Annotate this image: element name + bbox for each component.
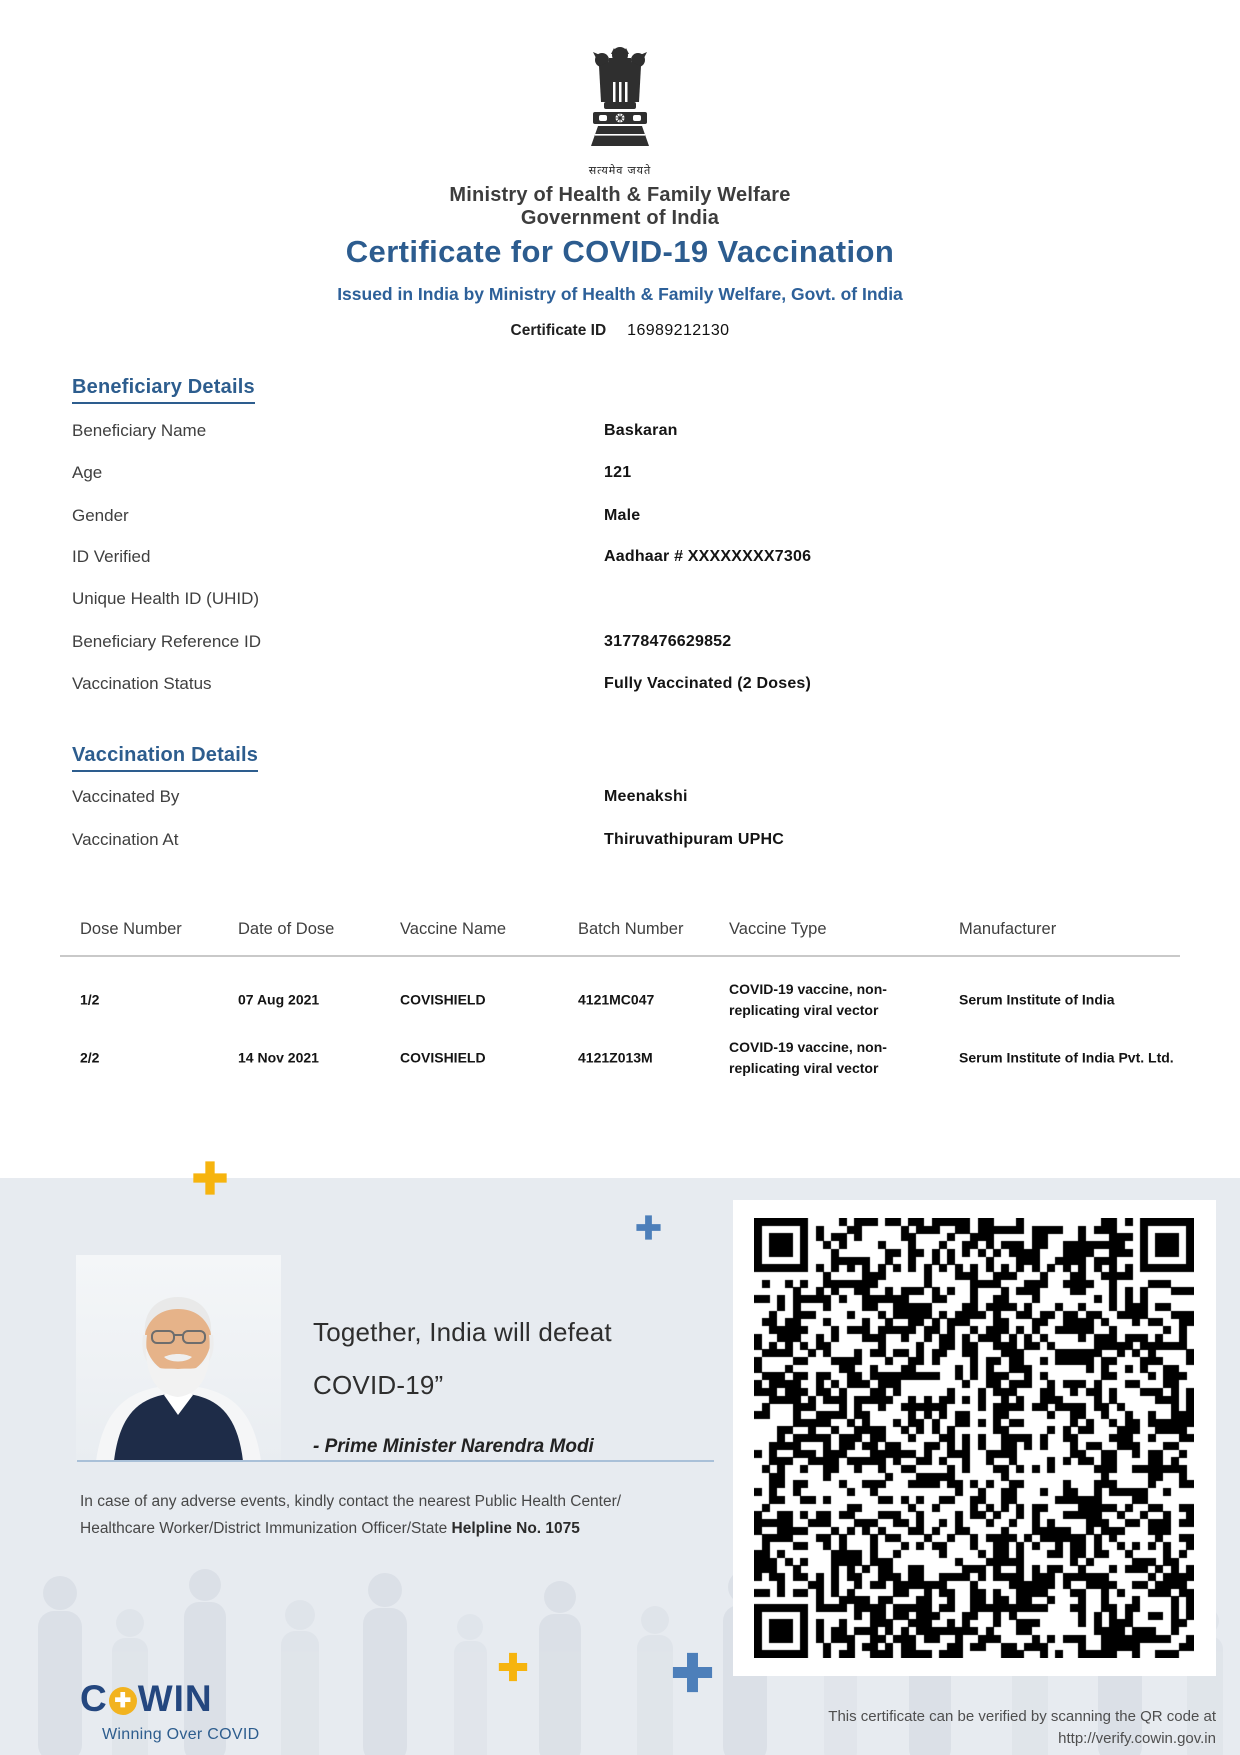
plus-decoration-icon: [190, 1158, 230, 1198]
beneficiary-details-heading: Beneficiary Details: [72, 376, 255, 404]
field-label: Gender: [72, 506, 129, 525]
government-name: Government of India: [520, 207, 720, 229]
field-label: Vaccination Status: [72, 674, 212, 693]
field-value: Meenakshi: [604, 788, 688, 805]
plus-decoration-icon: [496, 1650, 530, 1684]
field-value: Fully Vaccinated (2 Doses): [604, 675, 812, 692]
vaccine-type-cell: COVID-19 vaccine, non-replicating viral vector: [729, 1039, 887, 1076]
field-value: Baskaran: [604, 422, 678, 439]
cowin-tagline: Winning Over COVID: [102, 1726, 260, 1743]
emblem-motto: सत्यमेव जयते: [588, 165, 652, 177]
certificate-id-label: Certificate ID: [510, 322, 607, 339]
adverse-events-advisory: In case of any adverse events, kindly contact the nearest Public Health Center/ Healthcare Worker/District Immunization Officer/State Helpline No. 1075: [80, 1493, 622, 1537]
field-label: Beneficiary Reference ID: [72, 632, 261, 651]
field-label: Vaccinated By: [72, 787, 180, 806]
verification-note: This certificate can be verified by scanning the QR code at http://verify.cowin.gov.in: [716, 1706, 1216, 1750]
quote-line: COVID-19”: [313, 1370, 444, 1400]
quote-attribution: - Prime Minister Narendra Modi: [313, 1436, 594, 1457]
plus-decoration-icon: [669, 1649, 716, 1696]
certificate-id-row: [0, 322, 1240, 340]
certificate-id-value: 16989212130: [627, 322, 730, 339]
table-row: [0, 1035, 1240, 1081]
dose-date-cell: 14 Nov 2021: [238, 1049, 319, 1066]
vaccine-name-cell: COVISHIELD: [400, 991, 486, 1008]
field-label: Age: [72, 463, 103, 482]
cowin-plus-icon: ✚: [109, 1687, 137, 1715]
field-label: Beneficiary Name: [72, 421, 207, 440]
column-header: Batch Number: [578, 920, 684, 938]
table-row: [0, 977, 1240, 1023]
field-value: Male: [604, 507, 641, 524]
vaccination-details-heading: Vaccination Details: [72, 744, 258, 772]
india-national-emblem-icon: [585, 42, 655, 162]
table-divider: [60, 955, 1180, 957]
manufacturer-cell: Serum Institute of India: [959, 991, 1115, 1008]
dose-number-cell: 1/2: [80, 991, 100, 1008]
qr-canvas: [754, 1218, 1194, 1658]
dose-number-cell: 2/2: [80, 1049, 100, 1066]
field-value: Aadhaar # XXXXXXXX7306: [604, 548, 812, 565]
issued-subtitle: Issued in India by Ministry of Health & Family Welfare, Govt. of India: [337, 284, 903, 304]
column-header: Vaccine Type: [729, 920, 827, 938]
dose-date-cell: 07 Aug 2021: [238, 991, 320, 1008]
field-label: Unique Health ID (UHID): [72, 589, 260, 608]
batch-number-cell: 4121Z013M: [578, 1049, 653, 1066]
quote-line: Together, India will defeat: [313, 1317, 612, 1347]
cowin-logo: C ✚ WIN: [80, 1678, 213, 1719]
manufacturer-cell: Serum Institute of India Pvt. Ltd.: [959, 1049, 1174, 1066]
batch-number-cell: 4121MC047: [578, 991, 655, 1008]
field-label: Vaccination At: [72, 830, 179, 849]
field-value: 31778476629852: [604, 633, 732, 650]
column-header: Vaccine Name: [400, 920, 507, 938]
ministry-name: Ministry of Health & Family Welfare: [449, 184, 791, 206]
column-header: Dose Number: [80, 920, 182, 938]
helpline-number: Helpline No. 1075: [451, 1520, 580, 1537]
banner-divider: [77, 1460, 714, 1462]
field-value: Thiruvathipuram UPHC: [604, 831, 785, 848]
verify-url: http://verify.cowin.gov.in: [1058, 1730, 1216, 1747]
qr-code-container: [733, 1200, 1216, 1676]
vaccine-name-cell: COVISHIELD: [400, 1049, 486, 1066]
field-label: ID Verified: [72, 547, 151, 566]
pm-quote: [313, 1306, 713, 1412]
column-header: Date of Dose: [238, 920, 335, 938]
pm-modi-photo: [76, 1255, 281, 1461]
certificate-title: Certificate for COVID-19 Vaccination: [345, 234, 895, 269]
field-value: 121: [604, 464, 632, 481]
dose-table-header-row: [0, 920, 1240, 944]
vaccine-type-cell: COVID-19 vaccine, non-replicating viral vector: [729, 981, 887, 1018]
plus-decoration-icon: [634, 1213, 663, 1242]
column-header: Manufacturer: [959, 920, 1057, 938]
